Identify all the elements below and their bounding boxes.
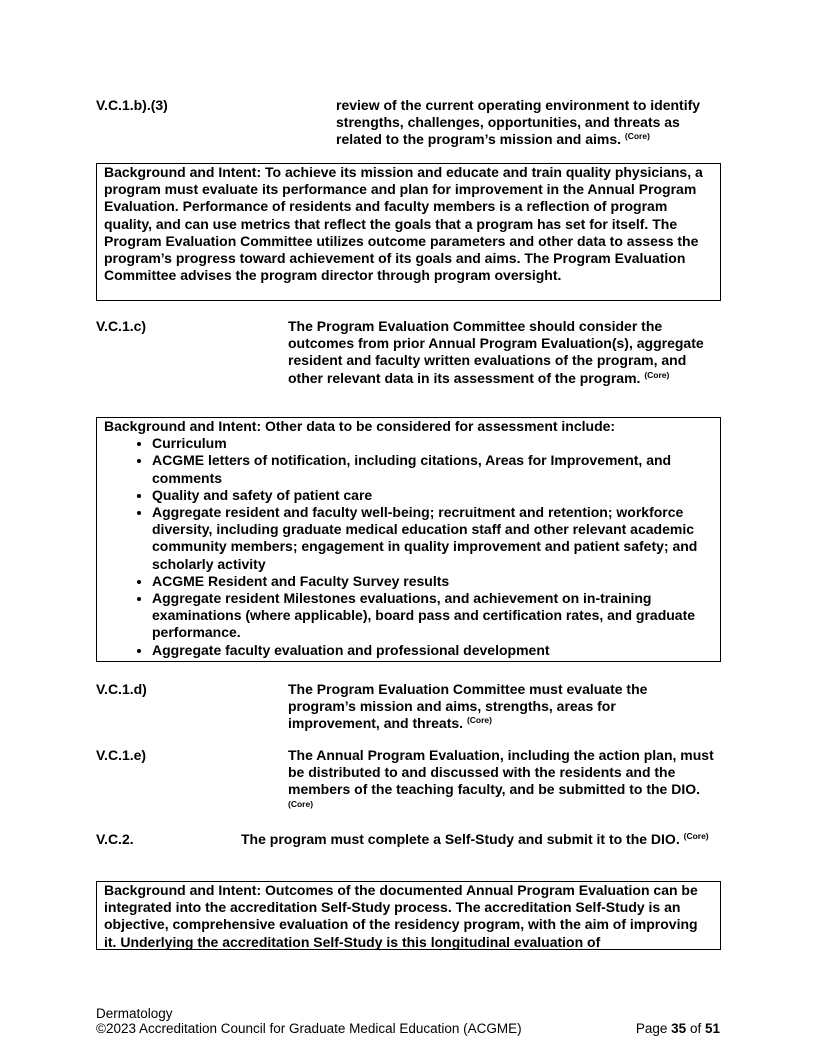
footer-copyright: ©2023 Accreditation Council for Graduate Medical Education (ACGME) (96, 1021, 522, 1036)
list-item: • ACGME Resident and Faculty Survey results (152, 573, 713, 590)
section-code-vc2: V.C.2. (96, 831, 134, 847)
page-number (636, 1021, 720, 1037)
core-tag: (Core) (683, 831, 709, 841)
background-intent-box-2 (96, 417, 721, 662)
footer-specialty: Dermatology (96, 1006, 173, 1021)
page-of: of (689, 1021, 702, 1036)
list-item: • ACGME letters of notification, including citations, Areas for Improvement, and comments (152, 452, 713, 486)
background-intent-box-1 (96, 163, 721, 301)
requirement-text-vc2 (241, 831, 711, 848)
core-tag: (Core) (288, 798, 314, 809)
page-prefix: Page (635, 1021, 668, 1036)
page-total: 51 (704, 1021, 720, 1036)
list-item: • Quality and safety of patient care (152, 487, 713, 504)
list-item: • Aggregate faculty evaluation and professional development (152, 642, 713, 659)
list-item: • Aggregate resident Milestones evaluations, and achievement on in-training examinations (where applicable), board pass and certification rates, and graduate performance. (152, 590, 713, 642)
background-intent-box-3 (96, 881, 721, 950)
section-code-vc1e: V.C.1.e) (96, 747, 147, 763)
background-intent-text: Background and Intent: To achieve its mission and educate and train quality physicians, a program must evaluate its performance and plan for improvement in the Annual Program Evaluation. Performance of residents and faculty members is a reflection of program quality, and can use metrics that reflect the goals that a program has set for itself. The Program Evaluation Committee utilizes outcome parameters and other data to assess the program’s progress toward achievement of its goals and aims. The Program Evaluation Committee advises the program director through program oversight. (104, 164, 703, 284)
requirement-body: The Program Evaluation Committee must evaluate the program’s mission and aims, strengths, areas for improvement, and threats. (288, 681, 648, 732)
requirement-text-vc1e (288, 747, 718, 816)
section-code-vc1b3: V.C.1.b).(3) (96, 97, 168, 113)
requirement-text-vc1d (288, 681, 688, 733)
requirement-body: The program must complete a Self-Study and submit it to the DIO. (241, 831, 680, 847)
background-intent-text: Background and Intent: Outcomes of the documented Annual Program Evaluation can be integrated into the accreditation Self-Study process. The accreditation Self-Study is an objective, comprehensive evaluation of the residency program, with the aim of improving it. Underlying the accreditation Self-Study is this longitudinal evaluation of (104, 882, 698, 950)
core-tag: (Core) (624, 131, 650, 142)
requirement-body: review of the current operating environment to identify strengths, challenges, opportunities, and threats as related to the program’s mission and aims. (336, 97, 701, 148)
requirement-body: The Program Evaluation Committee should consider the outcomes from prior Annual Program Evaluation(s), aggregate resident and faculty written evaluations of the program, and other relevant data in its assessment of the program. (288, 318, 704, 386)
core-tag: (Core) (644, 369, 670, 380)
background-intent-intro: Background and Intent: Other data to be considered for assessment include: (104, 418, 616, 434)
assessment-data-list (104, 435, 713, 659)
requirement-text-vc1b3 (336, 97, 726, 149)
section-code-vc1c: V.C.1.c) (96, 318, 147, 334)
requirement-text-vc1c (288, 318, 708, 387)
section-code-vc1d: V.C.1.d) (96, 681, 147, 697)
core-tag: (Core) (466, 715, 492, 726)
requirement-body: The Annual Program Evaluation, including the action plan, must be distributed to and discussed with the residents and the members of the teaching faculty, and be submitted to the DIO. (288, 747, 714, 798)
list-item: • Curriculum (152, 435, 713, 452)
page-current: 35 (671, 1021, 687, 1036)
list-item: • Aggregate resident and faculty well-being; recruitment and retention; workforce diversity, including graduate medical education staff and other relevant academic community members; engagement in quality improvement and patient safety; and scholarly activity (152, 504, 713, 573)
